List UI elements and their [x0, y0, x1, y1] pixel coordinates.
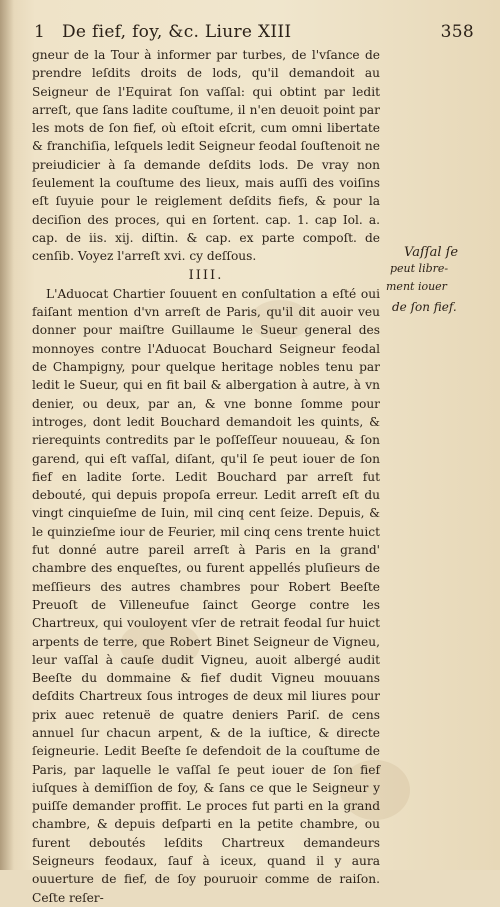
margin-note-line: de ſon fief.	[392, 300, 457, 314]
margin-note-line: Vaſſal ſe	[404, 245, 459, 260]
margin-note-line: peut libre-	[390, 262, 449, 275]
header-mark: 1	[34, 22, 46, 42]
running-title: De fief, foy, &c. Liure XIII	[62, 22, 292, 42]
section-number: IIII.	[188, 267, 224, 283]
margin-note-line: ment iouer	[386, 280, 447, 293]
running-header	[34, 22, 474, 44]
page-number: 358	[440, 22, 474, 42]
main-text	[32, 46, 380, 907]
gutter-shadow	[0, 0, 14, 870]
paragraph-1: gneur de la Tour à informer par turbes, de l'vſance de prendre leſdits droits de lods, qu'il demandoit au Seigneur de l'Equirat ſon vaſſal: qui obtint par ledit arreſt, que ſans ladite couſtume, il n'en deuoit point par les mots de ſon fief, où eſtoit eſcrit, cum omni libertate & franchiſia, leſquels ledit Seigneur feodal ſouſtenoit ne preiudicier à ſa demande deſdits lods. De vray non ſeulement la couſtume des lieux, mais auſſi des voiſins eſt ſuyuie pour le reiglement deſdits fiefs, & pour la deciſion des proces, qui en ſortent. cap. 1. cap Iol. a. cap. de iis. xij. diſtin. & cap. ex parte compoſt. de cenſib. Voyez l'arreſt xvi. cy deſſous.	[32, 48, 380, 264]
paragraph-2: L'Aduocat Chartier ſouuent en conſultation a eſté oui faiſant mention d'vn arreſt de Paris, qu'il dit auoir veu donner pour maiſtre Guillaume le Sueur general des monnoyes contre l'Aduocat Bouchard Seigneur feodal de Champigny, pour quelque heritage nobles tenu par ledit le Sueur, qui en fit bail & albergation à autre, à vn denier, ou deux, par an, & vne bonne ſomme pour introges, dont ledit Bouchard demandoit les quints, & rierequints contredits par le poſſeſſeur nouueau, & ſon garend, qui eſt vaſſal, diſant, qu'il ſe peut iouer de ſon fief en ladite ſorte. Ledit Bouchard par arreſt fut debouté, qui depuis propoſa erreur. Ledit arreſt eſt du vingt cinquieſme de Iuin, mil cinq cent ſeize. Depuis, & le quinzieſme iour de Feurier, mil cinq cens trente huict fut donné autre pareil arreſt à Paris en la grand' chambre des enqueſtes, ou furent appellés pluſieurs de meſſieurs des autres chambres pour Robert Beeſte Preuoſt de Villeneufue ſainct George contre les Chartreux, qui vouloyent vſer de retrait feodal ſur huict arpents de terre, que Robert Binet Seigneur de Vigneu, leur vaſſal à cauſe dudit Vigneu, auoit albergé audit Beeſte du dommaine & fief dudit Vigneu mouuans deſdits Chartreux ſous introges de deux mil liures pour prix auec retenuë de quatre deniers Pariſ. de cens annuel ſur chacun arpent, & de la iuſtice, & directe ſeigneurie. Ledit Beeſte ſe defendoit de la couſtume de Paris, par laquelle le vaſſal ſe peut iouer de ſon fief iuſques à demiſſion de foy, & ſans ce que le Seigneur y puiſſe demander proffit. Le proces fut parti en la grand chambre, & depuis deſparti en la petite chambre, ou furent deboutés leſdits Chartreux demandeurs Seigneurs feodaux, ſauf à iceux, quand il y aura ouuerture de fief, de ſoy pouruoir comme de raiſon. Ceſte reſer-	[32, 286, 380, 905]
margin-note	[384, 246, 492, 314]
